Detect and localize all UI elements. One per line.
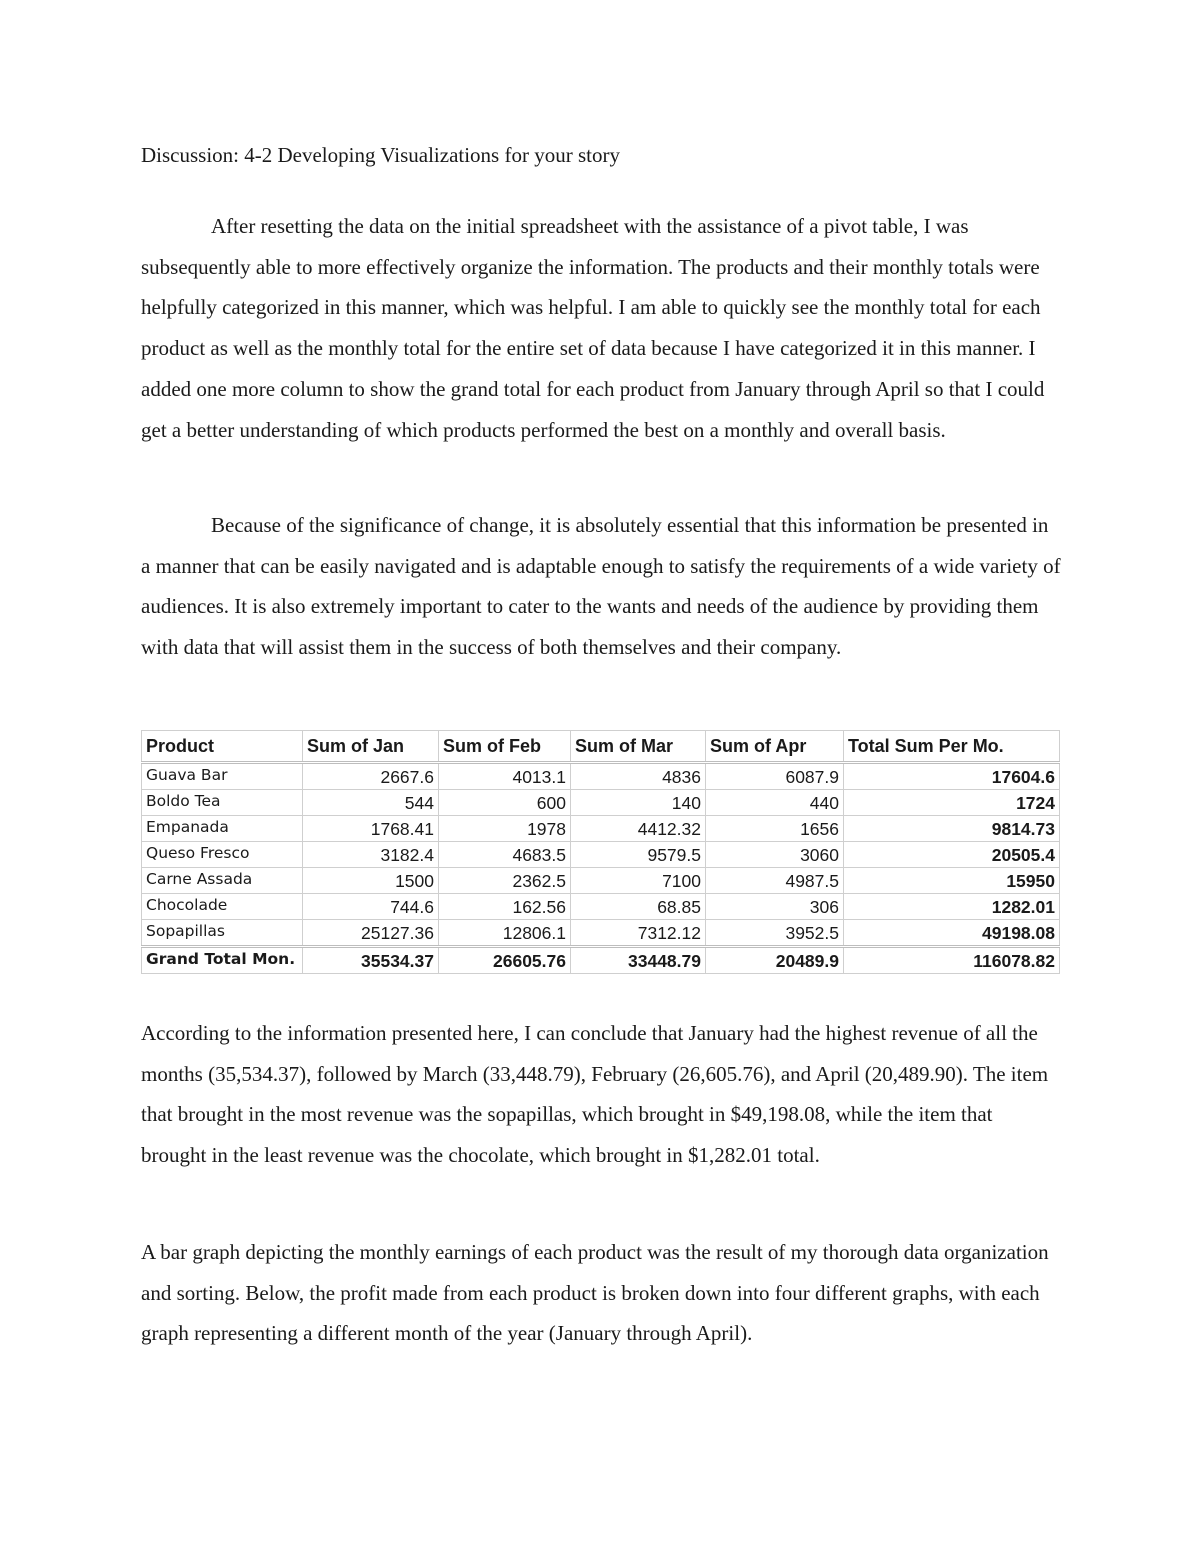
column-header: Sum of Feb [439,731,571,763]
table-row [142,920,1060,947]
table-row [142,894,1060,920]
row-total-cell: 20505.4 [844,842,1060,868]
table-row [142,816,1060,842]
revenue-pivot-table [141,730,1060,974]
value-cell: 744.6 [303,894,439,920]
row-total-cell: 1282.01 [844,894,1060,920]
value-cell: 3952.5 [706,920,844,947]
paragraph-conclusion: According to the information presented here, I can conclude that January had the highest revenue of all the months (35,534.37), followed by March (33,448.79), February (26,605.76), and April (20,489.90). The item that brought in the most revenue was the sopapillas, which brought in $49,198.08, while the item that brought in the least revenue was the chocolate, which brought in $1,282.01 total. [141,1021,1049,1168]
product-cell: Carne Assada [142,868,303,894]
value-cell: 600 [439,790,571,816]
grand-total-cell: 26605.76 [439,947,571,974]
value-cell: 2362.5 [439,868,571,894]
row-total-cell: 9814.73 [844,816,1060,842]
grand-total-cell: 35534.37 [303,947,439,974]
value-cell: 25127.36 [303,920,439,947]
column-header: Total Sum Per Mo. [844,731,1060,763]
value-cell: 2667.6 [303,763,439,790]
value-cell: 544 [303,790,439,816]
grand-total-label: Grand Total Mon. [142,947,303,974]
row-total-cell: 49198.08 [844,920,1060,947]
paragraph-bar-graph: A bar graph depicting the monthly earnings of each product was the result of my thorough data organization and sorting. Below, the profit made from each product is broken down into four different graphs, with each graph representing a different month of the year (January through April). [141,1240,1049,1346]
value-cell: 4987.5 [706,868,844,894]
table-row [142,763,1060,790]
value-cell: 306 [706,894,844,920]
value-cell: 7100 [571,868,706,894]
product-cell: Sopapillas [142,920,303,947]
value-cell: 1768.41 [303,816,439,842]
value-cell: 7312.12 [571,920,706,947]
document-title: Discussion: 4-2 Developing Visualizations for your story [141,143,620,167]
value-cell: 162.56 [439,894,571,920]
value-cell: 12806.1 [439,920,571,947]
revenue-table-container [141,730,1059,974]
value-cell: 1978 [439,816,571,842]
grand-total-row [142,947,1060,974]
table-row [142,790,1060,816]
value-cell: 1656 [706,816,844,842]
row-total-cell: 17604.6 [844,763,1060,790]
value-cell: 9579.5 [571,842,706,868]
value-cell: 4013.1 [439,763,571,790]
value-cell: 3060 [706,842,844,868]
product-cell: Guava Bar [142,763,303,790]
column-header: Sum of Jan [303,731,439,763]
value-cell: 1500 [303,868,439,894]
value-cell: 4683.5 [439,842,571,868]
product-cell: Boldo Tea [142,790,303,816]
grand-total-cell: 20489.9 [706,947,844,974]
grand-total-cell: 33448.79 [571,947,706,974]
grand-total-cell: 116078.82 [844,947,1060,974]
value-cell: 140 [571,790,706,816]
column-header: Sum of Apr [706,731,844,763]
table-row [142,868,1060,894]
column-header: Sum of Mar [571,731,706,763]
row-total-cell: 15950 [844,868,1060,894]
paragraph-pivot-table: After resetting the data on the initial spreadsheet with the assistance of a pivot table, I was subsequently able to more effectively organize the information. The products and their monthly totals were helpfully categorized in this manner, which was helpful. I am able to quickly see the monthly total for each product as well as the monthly total for the entire set of data because I have categorized it in this manner. I added one more column to show the grand total for each product from January through April so that I could get a better understanding of which products performed the best on a monthly and overall basis. [141,214,1045,442]
column-header: Product [142,731,303,763]
value-cell: 4836 [571,763,706,790]
product-cell: Empanada [142,816,303,842]
product-cell: Chocolade [142,894,303,920]
table-row [142,842,1060,868]
value-cell: 68.85 [571,894,706,920]
product-cell: Queso Fresco [142,842,303,868]
value-cell: 4412.32 [571,816,706,842]
table-header-row [142,731,1060,763]
value-cell: 3182.4 [303,842,439,868]
row-total-cell: 1724 [844,790,1060,816]
value-cell: 6087.9 [706,763,844,790]
paragraph-audience: Because of the significance of change, it is absolutely essential that this information be presented in a manner that can be easily navigated and is adaptable enough to satisfy the requirements of a wide variety of audiences. It is also extremely important to cater to the wants and needs of the audience by providing them with data that will assist them in the success of both themselves and their company. [141,513,1061,660]
value-cell: 440 [706,790,844,816]
